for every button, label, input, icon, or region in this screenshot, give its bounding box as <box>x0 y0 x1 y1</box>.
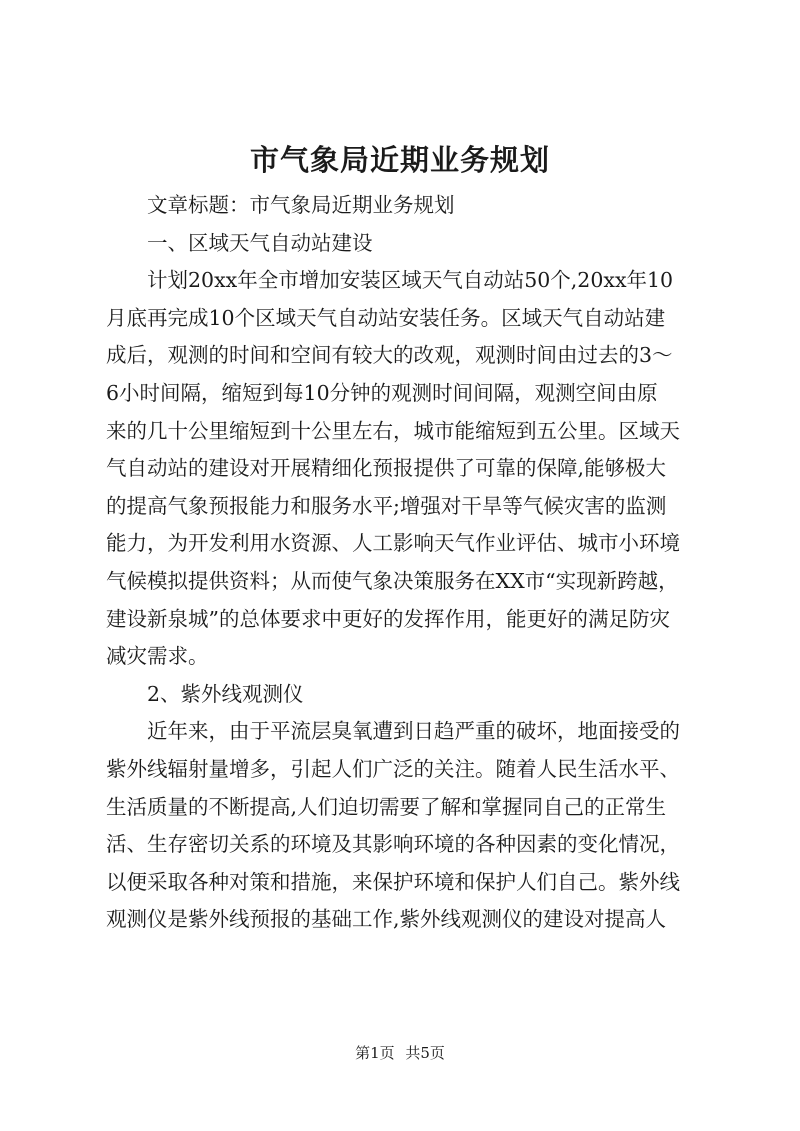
text-line: 6小时间隔，缩短到每10分钟的观测时间间隔，观测空间由原 <box>106 380 658 405</box>
text-line: 计划20xx年全市增加安装区域天气自动站50个,20xx年10 <box>147 268 674 293</box>
page-footer <box>0 1043 800 1063</box>
article-title-line: 文章标题：市气象局近期业务规划 <box>147 193 455 217</box>
text-line: 月底再完成10个区域天气自动站安装任务。区域天气自动站建 <box>106 305 666 330</box>
section2-paragraph <box>106 713 702 939</box>
section1-paragraph <box>106 262 702 676</box>
text-line: 建设新泉城”的总体要求中更好的发挥作用，能更好的满足防灾 <box>106 606 670 631</box>
text-line: 减灾需求。 <box>106 644 209 669</box>
text-line: 生活质量的不断提高,人们迫切需要了解和掌握同自己的正常生 <box>106 794 667 819</box>
text-line: 能力，为开发利用水资源、人工影响天气作业评估、城市小环境 <box>106 531 680 556</box>
text-line: 活、生存密切关系的环境及其影响环境的各种因素的变化情况， <box>106 832 680 857</box>
text-line: 紫外线辐射量增多，引起人们广泛的关注。随着人民生活水平、 <box>106 756 680 781</box>
text-line: 观测仪是紫外线预报的基础工作,紫外线观测仪的建设对提高人 <box>106 907 667 932</box>
text-line: 成后，观测的时间和空间有较大的改观，观测时间由过去的3～ <box>106 343 673 368</box>
document-title: 市气象局近期业务规划 <box>249 143 550 177</box>
text-line: 的提高气象预报能力和服务水平;增强对干旱等气候灾害的监测 <box>106 493 667 518</box>
text-line: 气候模拟提供资料；从而使气象决策服务在XX市“实现新跨越， <box>106 568 679 593</box>
text-line: 以便采取各种对策和措施，来保护环境和保护人们自己。紫外线 <box>106 869 680 894</box>
page-total: 共5页 <box>405 1044 445 1062</box>
section2-heading: 2、紫外线观测仪 <box>147 681 304 706</box>
text-line: 近年来，由于平流层臭氧遭到日趋严重的破坏，地面接受的 <box>147 719 680 744</box>
section1-heading: 一、区域天气自动站建设 <box>147 230 373 255</box>
page-number: 第1页 <box>355 1044 395 1062</box>
text-line: 来的几十公里缩短到十公里左右，城市能缩短到五公里。区域天 <box>106 418 680 443</box>
text-line: 气自动站的建设对开展精细化预报提供了可靠的保障,能够极大 <box>106 456 667 481</box>
document-body <box>106 187 702 939</box>
